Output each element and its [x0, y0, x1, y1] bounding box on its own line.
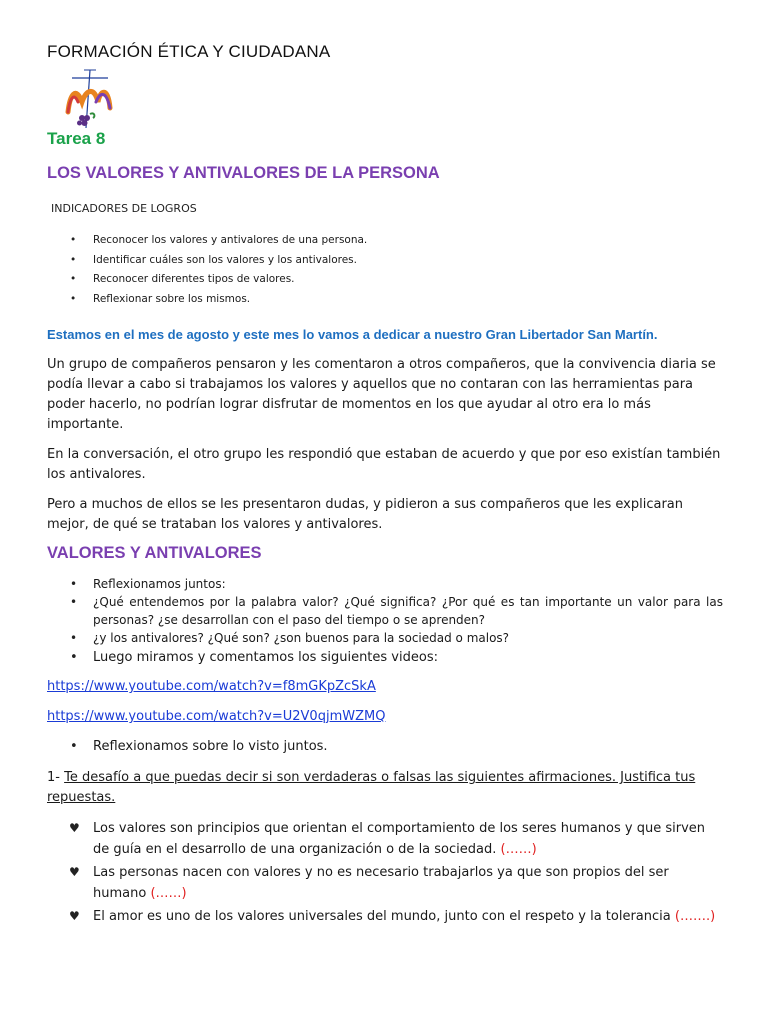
section-heading-antivalues: VALORES Y ANTIVALORES — [47, 544, 262, 562]
answer-blank[interactable]: (……) — [150, 886, 187, 901]
list-item: • Luego miramos y comentamos los siguientes videos: — [93, 649, 723, 667]
list-item: • Identificar cuáles son los valores y los antivalores. — [93, 251, 713, 271]
heart-icon: ♥ — [69, 909, 80, 923]
heart-icon: ♥ — [69, 821, 80, 835]
list-item: • ¿Qué entendemos por la palabra valor? ¿Qué significa? ¿Por qué es tan importante un valor para las personas? ¿se desarrollan con el paso del tiempo o se aprenden? — [93, 593, 723, 629]
answer-blank[interactable]: (…….) — [674, 909, 716, 924]
subject-title: FORMACIÓN ÉTICA Y CIUDADANA — [47, 42, 331, 61]
list-item: • Reconocer diferentes tipos de valores. — [93, 270, 713, 290]
indicators-list — [93, 231, 713, 309]
list-item: • ¿y los antivalores? ¿Qué son? ¿son buenos para la sociedad o malos? — [93, 629, 723, 647]
reflection-list — [93, 575, 723, 667]
statement-text: El amor es uno de los valores universales del mundo, junto con el respeto y la tolerancia — [93, 909, 671, 924]
video-link-2[interactable]: https://www.youtube.com/watch?v=U2V0qjmWZMQ — [47, 709, 386, 724]
after-videos-list — [93, 739, 328, 754]
statement-item — [69, 906, 725, 927]
list-item: • Reflexionamos juntos: — [93, 575, 723, 593]
list-item: • Reflexionamos sobre lo visto juntos. — [93, 739, 328, 754]
question-number: 1- — [47, 770, 60, 785]
statement-text: Los valores son principios que orientan el comportamiento de los seres humanos y que sirven de guía en el desarrollo de una organización o de la sociedad. — [93, 821, 706, 857]
school-logo — [60, 68, 118, 132]
task-number: Tarea 8 — [47, 129, 106, 148]
statement-item — [69, 818, 725, 860]
indicators-title: INDICADORES DE LOGROS — [51, 202, 197, 215]
highlight-sentence: Estamos en el mes de agosto y este mes lo vamos a dedicar a nuestro Gran Libertador San Martín. — [47, 327, 658, 342]
question-text: Te desafío a que puedas decir si son verdaderas o falsas las siguientes afirmaciones. Justifica tus repuestas. — [47, 770, 696, 805]
heart-icon: ♥ — [69, 865, 80, 879]
paragraph: Pero a muchos de ellos se les presentaron dudas, y pidieron a sus compañeros que les explicaran mejor, de qué se trataban los valores y antivalores. — [47, 497, 683, 532]
answer-blank[interactable]: (……) — [500, 842, 537, 857]
statement-text: Las personas nacen con valores y no es necesario trabajarlos ya que son propios del ser humano — [93, 865, 669, 901]
paragraph: En la conversación, el otro grupo les respondió que estaban de acuerdo y que por eso existían también los antivalores. — [47, 447, 721, 482]
list-item: • Reflexionar sobre los mismos. — [93, 290, 713, 310]
paragraph: Un grupo de compañeros pensaron y les comentaron a otros compañeros, que la convivencia diaria se podía llevar a cabo si trabajamos los valores y aquellos que no contaran con las herramientas para poder hacerlo, no podrían lograr disfrutar de momentos en los que ayudar al otro era lo más importante. — [47, 357, 716, 432]
video-link-1[interactable]: https://www.youtube.com/watch?v=f8mGKpZcSkA — [47, 679, 376, 694]
section-heading-values: LOS VALORES Y ANTIVALORES DE LA PERSONA — [47, 164, 440, 182]
list-item: • Reconocer los valores y antivalores de una persona. — [93, 231, 713, 251]
statements-list — [69, 818, 725, 929]
question-1 — [47, 768, 727, 808]
statement-item — [69, 862, 725, 904]
